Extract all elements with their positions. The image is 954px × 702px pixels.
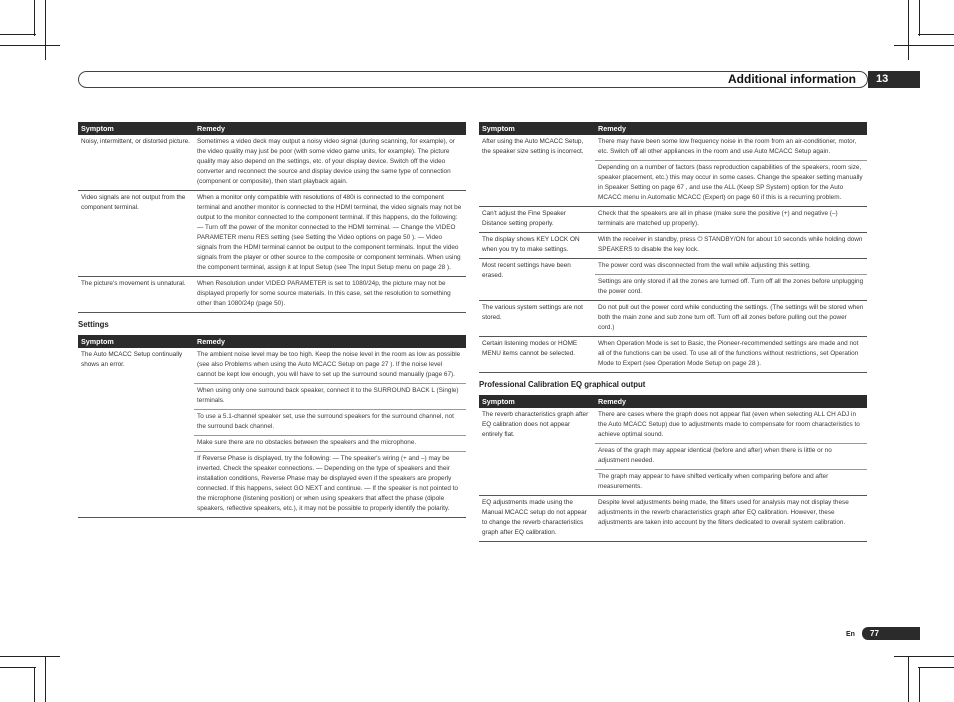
- remedy-cell: When using only one surround back speaker, connect it to the SURROUND BACK L (Single) terminals.: [194, 384, 466, 410]
- crop-mark: [0, 34, 36, 35]
- chapter-badge: 13: [868, 71, 920, 88]
- crop-mark: [894, 656, 954, 657]
- col-header-symptom: Symptom: [78, 335, 194, 348]
- col-header-symptom: Symptom: [479, 122, 595, 135]
- crop-mark: [918, 667, 954, 668]
- remedy-cell: The ambient noise level may be too high. Keep the noise level in the room as low as possible (see also Problems when using the Auto MCACC Setup on page 27 ). If the noise level cannot be kept low enough, you will have to set up the surround sound manually (page 67).: [194, 348, 466, 384]
- table-row: [479, 301, 867, 337]
- symptom-cell: Certain listening modes or HOME MENU items cannot be selected.: [479, 337, 595, 373]
- table-row: [479, 207, 867, 233]
- video-troubleshoot-table: [78, 122, 466, 313]
- symptom-cell: Can't adjust the Fine Speaker Distance setting properly.: [479, 207, 595, 233]
- remedy-cell: To use a 5.1-channel speaker set, use the surround speakers for the surround channel, not the surround back channel.: [194, 410, 466, 436]
- symptom-cell: The reverb characteristics graph after EQ calibration does not appear entirely flat.: [479, 408, 595, 496]
- table-row: [78, 191, 466, 277]
- crop-mark: [894, 45, 954, 46]
- remedy-cell: If Reverse Phase is displayed, try the following: — The speaker's wiring (+ and –) may be inverted. Check the speaker connections. — Depending on the type of speakers and their installation conditions, Reverse Phase may be displayed even if the speakers are properly connected. If this happens, select GO NEXT and continue. — If the speaker is not pointed to the microphone (listening position) or when using speakers that affect the phase (dipole speakers, reflective speakers, etc.), it may not be possible to properly identify the polarity.: [194, 452, 466, 518]
- crop-mark: [908, 656, 909, 702]
- crop-mark: [908, 0, 909, 60]
- col-header-remedy: Remedy: [194, 122, 466, 135]
- symptom-cell: Most recent settings have been erased.: [479, 259, 595, 301]
- remedy-cell: Sometimes a video deck may output a noisy video signal (during scanning, for example), or the video quality may just be poor (with some video game units, for example). The picture quality may also depend on the settings, etc. of your display device. Switch off the video converter and reconnect the source and display device using the same type of connection (component or composite), then start playback again.: [194, 135, 466, 191]
- table-row: [78, 348, 466, 384]
- mcacc-troubleshoot-table: [479, 122, 867, 373]
- crop-mark: [0, 656, 60, 657]
- symptom-cell: Noisy, intermittent, or distorted picture.: [78, 135, 194, 191]
- col-header-remedy: Remedy: [595, 122, 867, 135]
- remedy-cell: Make sure there are no obstacles between the speakers and the microphone.: [194, 436, 466, 452]
- symptom-cell: The display shows KEY LOCK ON when you try to make settings.: [479, 233, 595, 259]
- crop-mark: [45, 656, 46, 702]
- symptom-cell: EQ adjustments made using the Manual MCACC setup do not appear to change the reverb characteristics graph after EQ calibration.: [479, 496, 595, 542]
- remedy-cell: Settings are only stored if all the zones are turned off. Turn off all the zones before unplugging the power cord.: [595, 275, 867, 301]
- language-label: En: [846, 631, 855, 638]
- page-title: Additional information: [728, 72, 856, 86]
- eq-output-table: [479, 395, 867, 542]
- table-row: [479, 408, 867, 444]
- table-row: [78, 135, 466, 191]
- remedy-cell: The power cord was disconnected from the wall while adjusting this setting.: [595, 259, 867, 275]
- remedy-cell: There are cases where the graph does not appear flat (even when selecting ALL CH ADJ in the Auto MCACC Setup) due to adjustments made to compensate for room characteristics to achieve optimal sound.: [595, 408, 867, 444]
- table-row: [479, 496, 867, 542]
- remedy-cell: Check that the speakers are all in phase (make sure the positive (+) and negative (–) terminals are matched up properly).: [595, 207, 867, 233]
- table-row: [479, 337, 867, 373]
- table-row: [78, 277, 466, 313]
- crop-mark: [0, 667, 36, 668]
- remedy-cell: When Operation Mode is set to Basic, the Pioneer-recommended settings are made and not all of the functions can be used. To use all of the functions without restrictions, set Operation Mode to Expert (see Operation Mode Setup on page 28 ).: [595, 337, 867, 373]
- table-row: [479, 259, 867, 275]
- crop-mark: [919, 667, 920, 702]
- section-title-eq-output: Professional Calibration EQ graphical output: [479, 380, 646, 389]
- symptom-cell: The Auto MCACC Setup continually shows an error.: [78, 348, 194, 518]
- symptom-cell: After using the Auto MCACC Setup, the speaker size setting is incorrect.: [479, 135, 595, 207]
- crop-mark: [918, 34, 954, 35]
- remedy-cell: The graph may appear to have shifted vertically when comparing before and after measurements.: [595, 470, 867, 496]
- remedy-cell: When Resolution under VIDEO PARAMETER is set to 1080/24p, the picture may not be displayed properly for some source materials. In this case, set the resolution to something other than 1080/24p (page 50).: [194, 277, 466, 313]
- section-title-settings: Settings: [78, 320, 109, 329]
- page-number-badge: 77: [862, 627, 920, 640]
- crop-mark: [919, 0, 920, 36]
- remedy-cell: With the receiver in standby, press ⏻ STANDBY/ON for about 10 seconds while holding down SPEAKERS to disable the key lock.: [595, 233, 867, 259]
- symptom-cell: The various system settings are not stored.: [479, 301, 595, 337]
- col-header-remedy: Remedy: [595, 395, 867, 408]
- settings-troubleshoot-table: [78, 335, 466, 518]
- crop-mark: [0, 45, 60, 46]
- col-header-remedy: Remedy: [194, 335, 466, 348]
- remedy-cell: Areas of the graph may appear identical (before and after) when there is little or no adjustment needed.: [595, 444, 867, 470]
- table-row: [479, 135, 867, 161]
- left-column: [78, 122, 466, 518]
- remedy-cell: There may have been some low frequency noise in the room from an air-conditioner, motor, etc. Switch off all other appliances in the room and use Auto MCACC Setup again.: [595, 135, 867, 161]
- col-header-symptom: Symptom: [78, 122, 194, 135]
- right-column: [479, 122, 867, 542]
- col-header-symptom: Symptom: [479, 395, 595, 408]
- crop-mark: [34, 667, 35, 702]
- remedy-cell: Do not pull out the power cord while conducting the settings. (The settings will be stored when both the main zone and sub zone turn off. Turn off all zones before pulling out the power cord.): [595, 301, 867, 337]
- remedy-cell: Depending on a number of factors (bass reproduction capabilities of the speakers, room size, speaker placement, etc.) this may occur in some cases. Change the speaker setting manually in Speaker Setting on page 67 , and use the ALL (Keep SP System) option for the Auto MCACC menu in Automatic MCACC (Expert) on page 60 if this is a recurring problem.: [595, 161, 867, 207]
- remedy-cell: Despite level adjustments being made, the filters used for analysis may not display these adjustments in the reverb characteristics graph after EQ calibration. However, these adjustments are taken into account by the filters dedicated to overall system calibration.: [595, 496, 867, 542]
- symptom-cell: The picture's movement is unnatural.: [78, 277, 194, 313]
- crop-mark: [34, 0, 35, 36]
- symptom-cell: Video signals are not output from the component terminal.: [78, 191, 194, 277]
- table-row: [479, 233, 867, 259]
- remedy-cell: When a monitor only compatible with resolutions of 480i is connected to the component terminal and another monitor is connected to the HDMI terminal, the video signals may not be output to the monitor connected to the component terminal. If this happens, do the following: — Turn off the power of the monitor connected to the HDMI terminal. — Change the VIDEO PARAMETER menu RES setting (see Setting the Video options on page 50 ). — Video signals from the HDMI terminal cannot be output to the component terminals. Input the video signals from the player or other source to the composite or component terminals. When using the component terminal, assign it at Input Setup (see The Input Setup menu on page 28 ).: [194, 191, 466, 277]
- crop-mark: [45, 0, 46, 60]
